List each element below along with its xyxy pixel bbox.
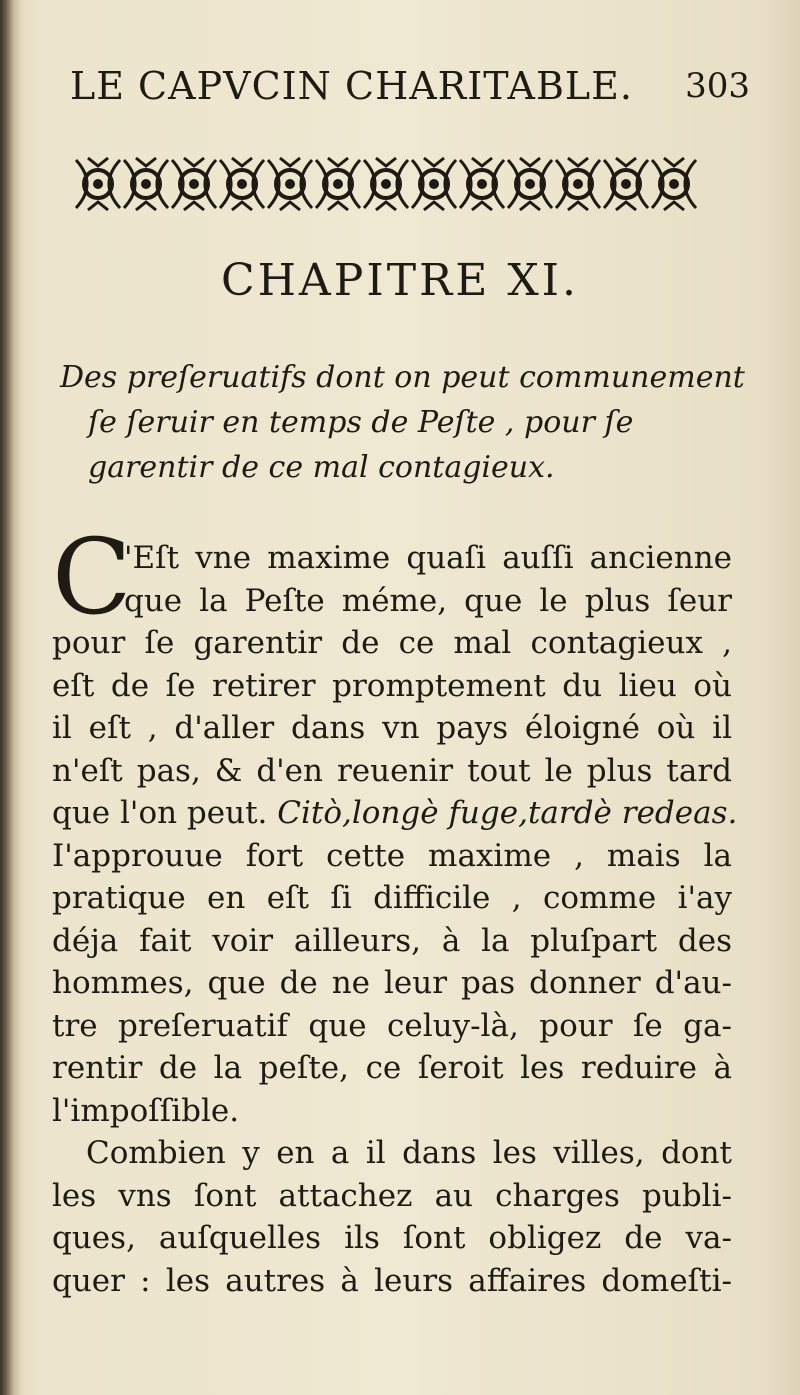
ornament-knot xyxy=(412,158,456,210)
page-number: 303 xyxy=(685,66,750,106)
drop-cap: C xyxy=(52,516,132,638)
latin-quotation: Citò,longè fuge,tardè redeas. xyxy=(277,795,738,831)
running-title: LE CAPVCIN CHARITABLE. xyxy=(70,64,633,108)
ornament-knot xyxy=(124,158,168,210)
text-line: les vns ſont attachez au charges publi- xyxy=(52,1177,732,1214)
chapter-subtitle xyxy=(60,355,750,490)
subtitle-line: ſe ſeruir en temps de Peſte , pour ſe xyxy=(88,405,634,440)
text-line: hommes, que de ne leur pas donner d'au- xyxy=(52,965,732,1001)
running-head xyxy=(70,64,750,124)
ornament-knot xyxy=(268,158,312,210)
text-line: tre preſeruatif que celuy-là, pour ſe ga- xyxy=(52,1007,732,1044)
text-line: déja fait voir ailleurs, à la pluſpart des xyxy=(52,922,732,959)
text-line: pour ſe garentir de ce mal contagieux , xyxy=(52,625,732,661)
text-line: 'Eſt vne maxime quaſi auſſi ancienne xyxy=(124,540,732,576)
ornament-knot xyxy=(364,158,408,210)
ornament-knot xyxy=(460,158,504,210)
text-line: n'eſt pas, & d'en reuenir tout le plus tard xyxy=(52,752,732,789)
ornament-band xyxy=(74,152,702,216)
text-line: rentir de la peſte, ce ſeroit les reduire à xyxy=(52,1050,732,1086)
body-text xyxy=(52,537,738,1302)
ornament-knot xyxy=(172,158,216,210)
ornament-knot xyxy=(220,158,264,210)
ornament-knot xyxy=(556,158,600,210)
text-segment: que l'on peut. xyxy=(52,795,268,831)
subtitle-line: garentir de ce mal contagieux. xyxy=(88,450,555,485)
text-line: il eſt , d'aller dans vn pays éloigné où il xyxy=(52,710,732,746)
ornament-knot xyxy=(604,158,648,210)
ornament-knot xyxy=(652,158,696,210)
ornament-knot xyxy=(316,158,360,210)
text-line: quer : les autres à leurs affaires domeſti- xyxy=(52,1262,732,1299)
text-line: eſt de ſe retirer promptement du lieu où xyxy=(52,667,732,704)
chapter-heading: CHAPITRE XI. xyxy=(220,255,580,306)
ornament-knot xyxy=(508,158,552,210)
text-line: Combien y en a il dans les villes, dont xyxy=(86,1135,732,1171)
text-line: ques, auſquelles ils ſont obligez de va- xyxy=(52,1220,732,1256)
ornament-knot xyxy=(76,158,120,210)
text-line: que la Peſte méme, que le plus ſeur xyxy=(124,582,732,619)
book-spine-shadow xyxy=(0,0,22,1395)
text-line: pratique en eſt ſi difficile , comme i'ay xyxy=(52,880,732,916)
text-line xyxy=(52,792,738,835)
subtitle-line: Des preſeruatifs dont on peut communement xyxy=(60,360,745,395)
text-line: I'approuue fort cette maxime , mais la xyxy=(52,837,732,874)
text-line: l'impoſſible. xyxy=(52,1092,240,1129)
